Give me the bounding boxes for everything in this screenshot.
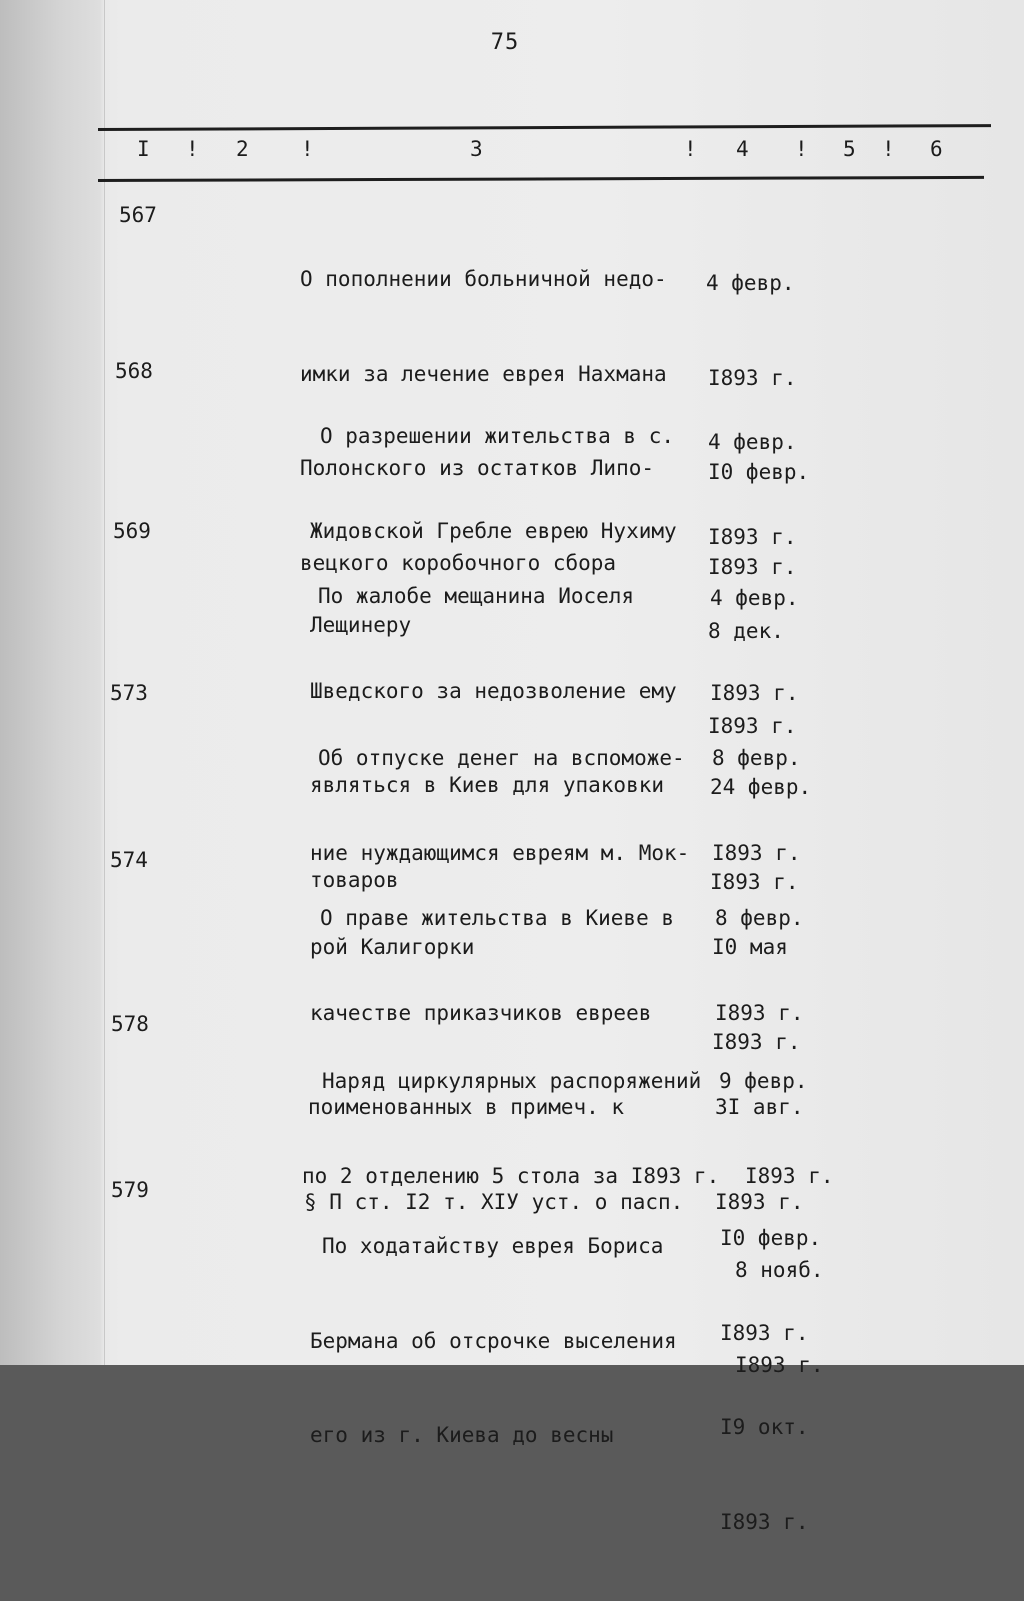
description-line: Об отпуске денег на вспоможе- bbox=[318, 746, 685, 770]
date-line: I893 г. bbox=[715, 1189, 804, 1214]
description-line: его из г. Киева до весны bbox=[310, 1423, 614, 1447]
description-line: являться в Киев для упаковки bbox=[310, 773, 665, 797]
description-line: имки за лечение еврея Нахмана bbox=[300, 361, 667, 386]
date-line: 8 нояб. bbox=[735, 1258, 824, 1282]
date-line: 4 февр. bbox=[710, 586, 799, 610]
date-line: I893 г. bbox=[745, 1163, 834, 1188]
date-line: 24 февр. bbox=[710, 775, 812, 799]
description-line: О разрешении жительства в с. bbox=[320, 424, 675, 448]
column-separator: ! bbox=[795, 137, 808, 161]
date-line: I893 г. bbox=[710, 680, 799, 705]
date-line: I893 г. bbox=[735, 1352, 824, 1377]
date-line: 8 дек. bbox=[708, 619, 784, 643]
description-line: По ходатайству еврея Бориса bbox=[322, 1234, 664, 1258]
column-header-4: 4 bbox=[736, 137, 749, 161]
description-line: § П ст. I2 т. XIУ уст. о пасп. bbox=[304, 1189, 684, 1214]
entry-dates bbox=[720, 1160, 821, 1601]
entry-number: 578 bbox=[111, 1012, 149, 1036]
column-separator: ! bbox=[301, 137, 314, 161]
date-line: I893 г. bbox=[720, 1320, 809, 1345]
date-line: I0 мая bbox=[712, 935, 788, 959]
column-separator: ! bbox=[186, 137, 199, 161]
date-line: 9 февр. bbox=[719, 1069, 808, 1093]
column-separator: ! bbox=[684, 137, 697, 161]
column-header-2: 2 bbox=[236, 137, 249, 161]
date-line: 3I авг. bbox=[715, 1095, 804, 1119]
description-line: рой Калигорки bbox=[310, 935, 475, 959]
entry-number: 569 bbox=[113, 519, 151, 543]
description-line: Полонского из остатков Липо- bbox=[300, 456, 655, 480]
date-line: 8 февр. bbox=[715, 906, 804, 930]
date-line: I893 г. bbox=[710, 869, 799, 894]
date-line: I893 г. bbox=[708, 365, 797, 390]
header-rule-bottom bbox=[98, 176, 984, 182]
date-line: I0 февр. bbox=[720, 1226, 822, 1250]
column-header-3: 3 bbox=[470, 137, 483, 161]
date-line: I893 г. bbox=[712, 840, 801, 865]
date-line: I893 г. bbox=[720, 1509, 809, 1534]
description-line: О праве жительства в Киеве в bbox=[320, 906, 675, 930]
entry-number: 568 bbox=[115, 359, 153, 383]
description-line: Наряд циркулярных распоряжений bbox=[322, 1069, 702, 1093]
entry-description bbox=[300, 1168, 720, 1515]
description-line: по 2 отделению 5 стола за I893 г. bbox=[302, 1163, 720, 1188]
date-line: 4 февр. bbox=[708, 430, 797, 454]
date-line: I9 окт. bbox=[720, 1415, 809, 1439]
column-header-5: 5 bbox=[843, 137, 856, 161]
description-line: По жалобе мещанина Иоселя bbox=[318, 584, 635, 608]
description-line: Жидовской Гребле еврею Нухиму bbox=[310, 518, 677, 543]
description-line: ние нуждающимся евреям м. Мок- bbox=[310, 840, 690, 865]
date-line: 4 февр. bbox=[706, 271, 795, 295]
entry-number: 573 bbox=[110, 681, 148, 705]
page-number: 75 bbox=[490, 30, 520, 55]
entry-number: 579 bbox=[111, 1178, 149, 1202]
column-header-6: 6 bbox=[930, 137, 943, 161]
description-line: О пополнении больничной недо- bbox=[300, 267, 667, 291]
header-rule-top bbox=[98, 124, 991, 131]
description-line: вецкого коробочного сбора bbox=[300, 550, 617, 575]
date-line: 8 февр. bbox=[712, 746, 801, 770]
date-line: I0 февр. bbox=[708, 460, 810, 484]
date-line: I893 г. bbox=[712, 1029, 801, 1054]
description-line: качестве приказчиков евреев bbox=[310, 1000, 652, 1025]
column-separator: ! bbox=[882, 137, 895, 161]
description-line: Бермана об отсрочке выселения bbox=[310, 1328, 677, 1353]
description-line: товаров bbox=[310, 867, 399, 892]
date-line: I893 г. bbox=[708, 524, 797, 549]
entry-number: 574 bbox=[110, 848, 148, 872]
page-binding-edge bbox=[0, 0, 105, 1365]
date-line: I893 г. bbox=[708, 713, 797, 738]
date-line: I893 г. bbox=[715, 1000, 804, 1025]
column-header-1: I bbox=[137, 137, 150, 161]
entry-number: 567 bbox=[119, 203, 157, 227]
date-line: I893 г. bbox=[708, 554, 797, 579]
description-line: Шведского за недозволение ему bbox=[310, 678, 677, 703]
description-line: поименованных в примеч. к bbox=[308, 1095, 625, 1119]
description-line: Лещинеру bbox=[310, 613, 412, 637]
